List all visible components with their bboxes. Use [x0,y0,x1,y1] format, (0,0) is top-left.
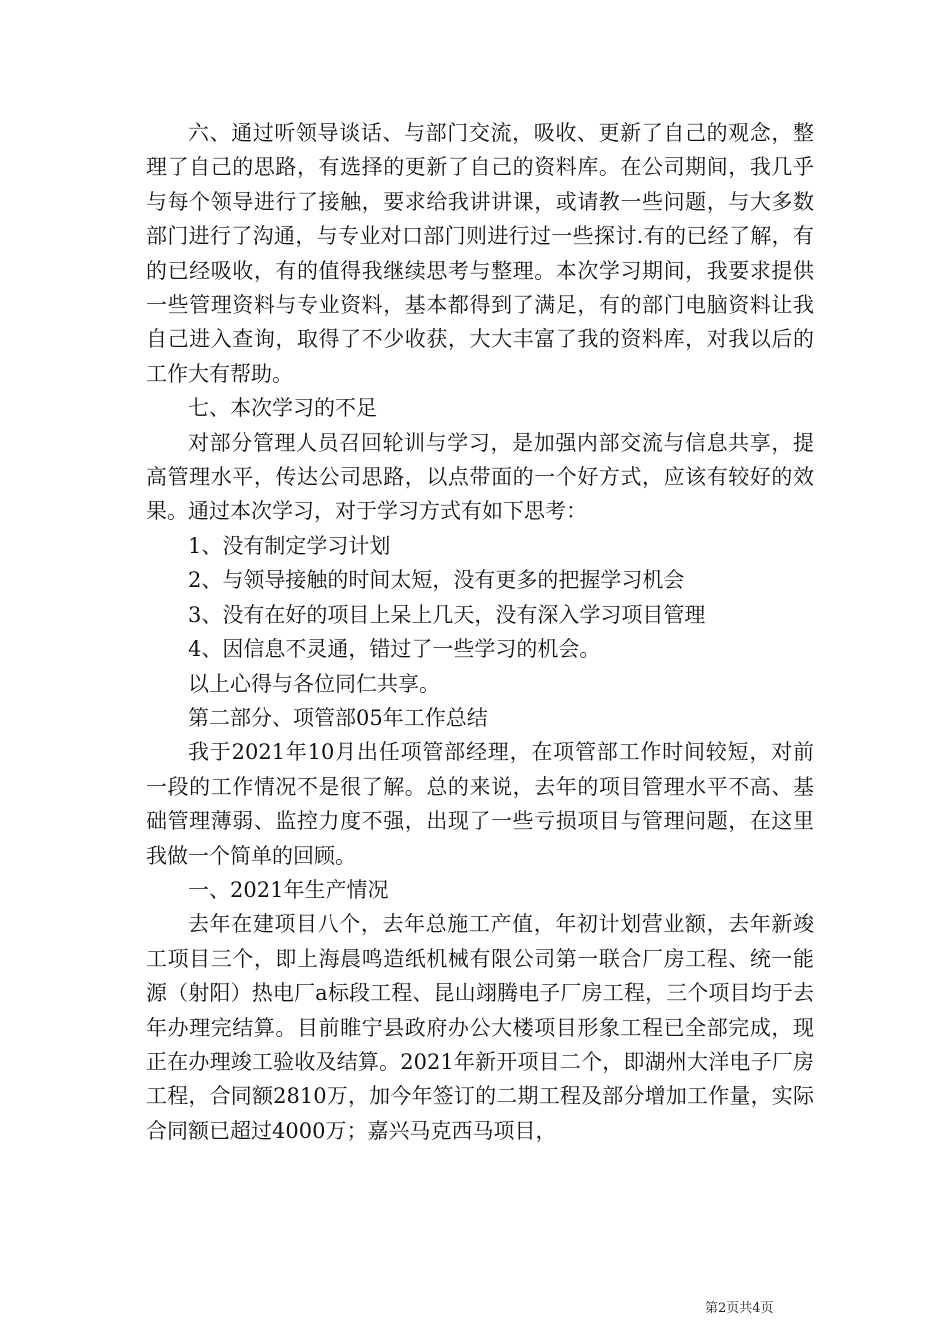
list-item-3: 3、没有在好的项目上呆上几天，没有深入学习项目管理 [188,602,706,627]
list-item-1: 1、没有制定学习计划 [188,533,391,558]
paragraph-section-seven-intro: 对部分管理人员召回轮训与学习，是加强内部交流与信息共享，提高管理水平，传达公司思路，以点带面的一个好方式，应该有较好的效果。通过本次学习，对于学习方式有如下思考： [146,430,814,524]
heading-part-two: 第二部分、项管部05年工作总结 [188,705,488,730]
paragraph-section-six: 六、通过听领导谈话、与部门交流，吸收、更新了自己的观念，整理了自己的思路，有选择的更新了自己的资料库。在公司期间，我几乎与每个领导进行了接触，要求给我讲讲课，或请教一些问题，与大多数部门进行了沟通，与专业对口部门则进行过一些探讨.有的已经了解，有的已经吸收，有的值得我继续思考与整理。本次学习期间，我要求提供一些管理资料与专业资料，基本都得到了满足，有的部门电脑资料让我自己进入查询，取得了不少收获，大大丰富了我的资料库，对我以后的工作大有帮助。 [146,121,814,386]
paragraph-production-details: 去年在建项目八个，去年总施工产值，年初计划营业额，去年新竣工项目三个，即上海晨鸣造纸机械有限公司第一联合厂房工程、统一能源（射阳）热电厂a标段工程、昆山翊腾电子厂房工程，三个项目均于去年办理完结算。目前睢宁县政府办公大楼项目形象工程已全部完成，现正在办理竣工验收及结算。2021年新开项目二个，即湖州大洋电子厂房工程，合同额2810万，加今年签订的二期工程及部分增加工作量，实际合同额已超过4000万；嘉兴马克西马项目， [146,912,814,1143]
heading-production-2021: 一、2021年生产情况 [188,877,389,902]
closing-line: 以上心得与各位同仁共享。 [188,671,440,696]
list-item-4: 4、因信息不灵通，错过了一些学习的机会。 [188,637,601,662]
heading-section-seven: 七、本次学习的不足 [188,396,377,421]
list-item-2: 2、与领导接触的时间太短，没有更多的把握学习机会 [188,568,685,593]
page-number-footer: 第2页共4页 [705,1301,774,1316]
paragraph-part-two-intro: 我于2021年10月出任项管部经理，在项管部工作时间较短，对前一段的工作情况不是很了解。总的来说，去年的项目管理水平不高、基础管理薄弱、监控力度不强，出现了一些亏损项目与管理问题，在这里我做一个简单的回顾。 [146,740,814,868]
document-body [146,116,814,1148]
